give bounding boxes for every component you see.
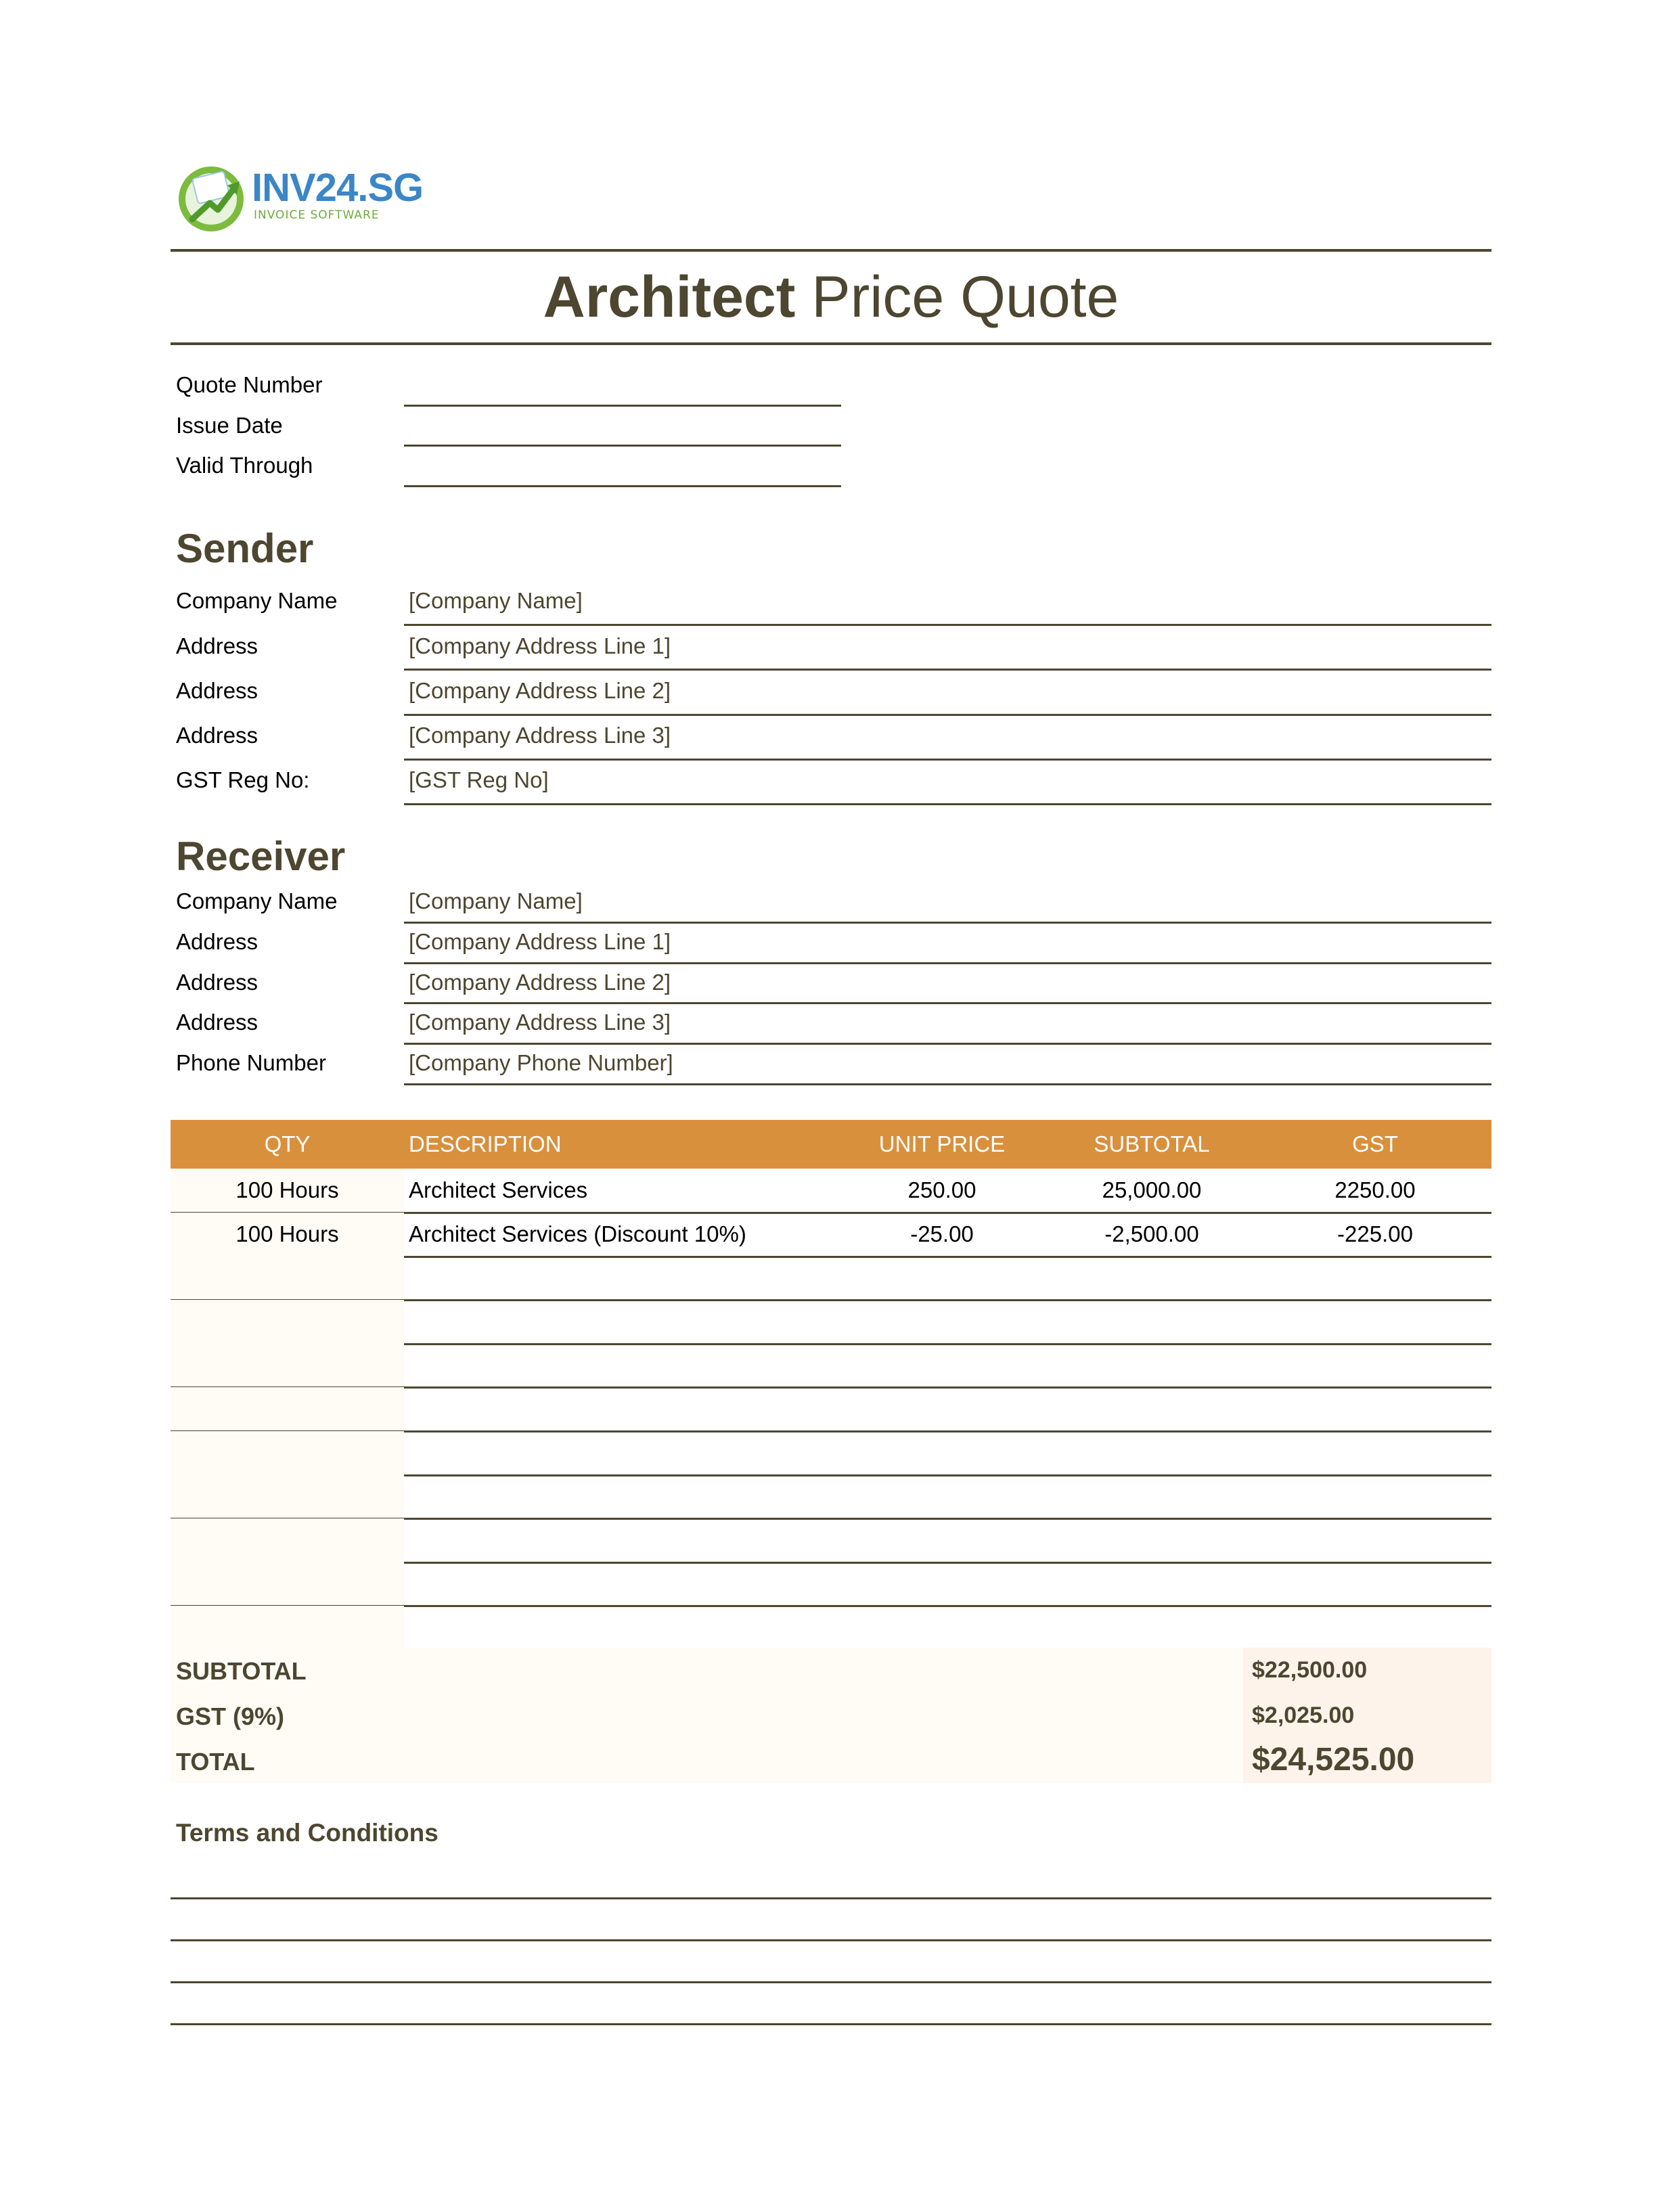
issue-date-label: Issue Date: [176, 413, 283, 438]
row-description[interactable]: [409, 1300, 849, 1343]
field-underline: [404, 962, 1491, 964]
row-description[interactable]: [409, 1474, 849, 1518]
row-gst[interactable]: [1307, 1256, 1443, 1299]
row-qty[interactable]: [171, 1343, 404, 1386]
row-gst[interactable]: -225.00: [1337, 1221, 1413, 1246]
row-description[interactable]: [409, 1387, 849, 1430]
row-unit-price[interactable]: -25.00: [910, 1221, 974, 1246]
row-unit-price[interactable]: [874, 1562, 1010, 1605]
field-underline: [404, 1002, 1491, 1004]
table-row: [171, 1562, 1491, 1607]
terms-heading: Terms and Conditions: [176, 1819, 439, 1847]
row-qty[interactable]: [171, 1387, 404, 1430]
sender-address1-value[interactable]: [Company Address Line 1]: [409, 633, 671, 658]
page-title: [0, 264, 1662, 331]
row-unit-price[interactable]: [874, 1300, 1010, 1343]
logo-tagline: INVOICE SOFTWARE: [254, 208, 380, 222]
table-row: [171, 1343, 1491, 1389]
row-qty[interactable]: [171, 1562, 404, 1605]
field-underline: [404, 1083, 1491, 1085]
row-subtotal[interactable]: [1071, 1562, 1233, 1605]
total-amount: $24,525.00: [1252, 1742, 1415, 1778]
valid-through-label: Valid Through: [176, 453, 313, 478]
field-underline: [404, 759, 1491, 761]
subtotal-amount: $22,500.00: [1252, 1657, 1368, 1683]
table-row: [171, 1518, 1491, 1564]
title-top-rule: [171, 249, 1491, 252]
logo-icon: [177, 161, 252, 235]
row-subtotal[interactable]: 25,000.00: [1102, 1177, 1202, 1202]
row-gst[interactable]: [1307, 1343, 1443, 1386]
subtotal-label: SUBTOTAL: [176, 1657, 307, 1685]
row-subtotal[interactable]: [1071, 1431, 1233, 1474]
receiver-phone-value[interactable]: [Company Phone Number]: [409, 1050, 673, 1075]
field-underline: [404, 624, 1491, 626]
row-subtotal[interactable]: [1071, 1300, 1233, 1343]
sender-address3-value[interactable]: [Company Address Line 3]: [409, 723, 671, 748]
totals-block: [171, 1648, 1491, 1783]
terms-line[interactable]: [171, 1897, 1491, 1899]
sender-address3-label: Address: [176, 723, 259, 748]
subtotal-header: SUBTOTAL: [1094, 1131, 1210, 1156]
row-gst[interactable]: 2250.00: [1334, 1177, 1416, 1202]
receiver-company-value[interactable]: [Company Name]: [409, 888, 583, 913]
table-row: [171, 1256, 1491, 1301]
quote-number-label: Quote Number: [176, 372, 323, 397]
sender-company-label: Company Name: [176, 588, 338, 613]
table-row: [171, 1213, 1491, 1258]
row-gst[interactable]: [1307, 1562, 1443, 1605]
receiver-address1-value[interactable]: [Company Address Line 1]: [409, 929, 671, 954]
sender-address2-label: Address: [176, 678, 259, 703]
row-qty[interactable]: 100 Hours: [235, 1221, 339, 1246]
row-unit-price[interactable]: [874, 1518, 1010, 1562]
row-description[interactable]: [409, 1431, 849, 1474]
logo-name: INV24.SG: [252, 166, 424, 210]
row-unit-price[interactable]: [874, 1606, 1010, 1649]
sender-address1-label: Address: [176, 633, 259, 658]
row-description[interactable]: [409, 1518, 849, 1562]
row-description[interactable]: [409, 1606, 849, 1649]
row-description[interactable]: Architect Services (Discount 10%): [409, 1221, 746, 1246]
row-description[interactable]: [409, 1343, 849, 1386]
valid-through-field[interactable]: [404, 485, 841, 487]
field-underline: [404, 803, 1491, 805]
row-description[interactable]: [409, 1256, 849, 1299]
quote-number-field[interactable]: [404, 405, 841, 407]
sender-heading: Sender: [176, 526, 314, 571]
row-gst[interactable]: [1307, 1474, 1443, 1518]
issue-date-field[interactable]: [404, 445, 841, 447]
terms-line[interactable]: [171, 1981, 1491, 1983]
page-title-bold: Architect: [543, 265, 796, 330]
row-subtotal[interactable]: [1071, 1474, 1233, 1518]
row-qty[interactable]: 100 Hours: [235, 1177, 339, 1202]
field-underline: [404, 669, 1491, 671]
sender-company-value[interactable]: [Company Name]: [409, 588, 583, 613]
sender-gst-label: GST Reg No:: [176, 767, 310, 792]
receiver-company-label: Company Name: [176, 888, 338, 913]
row-subtotal[interactable]: [1071, 1256, 1233, 1299]
qty-header: QTY: [264, 1131, 311, 1156]
receiver-address2-value[interactable]: [Company Address Line 2]: [409, 970, 671, 995]
row-unit-price[interactable]: [874, 1256, 1010, 1299]
table-row: [171, 1474, 1491, 1520]
row-qty[interactable]: [171, 1606, 404, 1649]
table-row: [171, 1387, 1491, 1432]
row-qty[interactable]: [171, 1518, 404, 1562]
terms-line[interactable]: [171, 1939, 1491, 1941]
row-unit-price[interactable]: [874, 1431, 1010, 1474]
page-title-rest: Price Quote: [795, 265, 1119, 330]
receiver-address3-label: Address: [176, 1010, 259, 1035]
total-label: TOTAL: [176, 1748, 255, 1776]
row-gst[interactable]: [1307, 1300, 1443, 1343]
row-subtotal[interactable]: -2,500.00: [1104, 1221, 1199, 1246]
row-unit-price[interactable]: [874, 1387, 1010, 1430]
row-gst[interactable]: [1307, 1431, 1443, 1474]
row-qty[interactable]: [171, 1256, 404, 1299]
row-gst[interactable]: [1307, 1518, 1443, 1562]
row-gst[interactable]: [1307, 1387, 1443, 1430]
sender-gst-value[interactable]: [GST Reg No]: [409, 767, 549, 792]
gst-amount: $2,025.00: [1252, 1702, 1355, 1728]
row-description[interactable]: Architect Services: [409, 1177, 588, 1202]
sender-address2-value[interactable]: [Company Address Line 2]: [409, 678, 671, 703]
receiver-address3-value[interactable]: [Company Address Line 3]: [409, 1010, 671, 1035]
field-underline: [404, 714, 1491, 716]
table-row: [171, 1300, 1491, 1345]
row-unit-price[interactable]: [874, 1343, 1010, 1386]
company-logo: [177, 161, 424, 235]
row-unit-price[interactable]: 250.00: [907, 1177, 976, 1202]
row-qty[interactable]: [171, 1431, 404, 1474]
unit-price-header: UNIT PRICE: [878, 1131, 1006, 1156]
title-bottom-rule: [171, 342, 1491, 345]
description-header: DESCRIPTION: [409, 1131, 562, 1156]
table-row: [171, 1169, 1491, 1214]
row-subtotal[interactable]: [1071, 1606, 1233, 1649]
table-header: [171, 1120, 1491, 1169]
row-subtotal[interactable]: [1071, 1518, 1233, 1562]
receiver-address1-label: Address: [176, 929, 259, 954]
row-subtotal[interactable]: [1071, 1387, 1233, 1430]
gst-header: GST: [1352, 1131, 1398, 1156]
row-description[interactable]: [409, 1562, 849, 1605]
row-qty[interactable]: [171, 1474, 404, 1518]
row-unit-price[interactable]: [874, 1474, 1010, 1518]
field-underline: [404, 1043, 1491, 1045]
row-gst[interactable]: [1307, 1606, 1443, 1649]
receiver-address2-label: Address: [176, 970, 259, 995]
receiver-phone-label: Phone Number: [176, 1050, 326, 1075]
table-row: [171, 1606, 1491, 1651]
row-subtotal[interactable]: [1071, 1343, 1233, 1386]
terms-line[interactable]: [171, 2023, 1491, 2025]
row-qty[interactable]: [171, 1300, 404, 1343]
receiver-heading: Receiver: [176, 834, 346, 879]
gst-label: GST (9%): [176, 1702, 285, 1730]
table-row: [171, 1431, 1491, 1476]
field-underline: [404, 922, 1491, 924]
